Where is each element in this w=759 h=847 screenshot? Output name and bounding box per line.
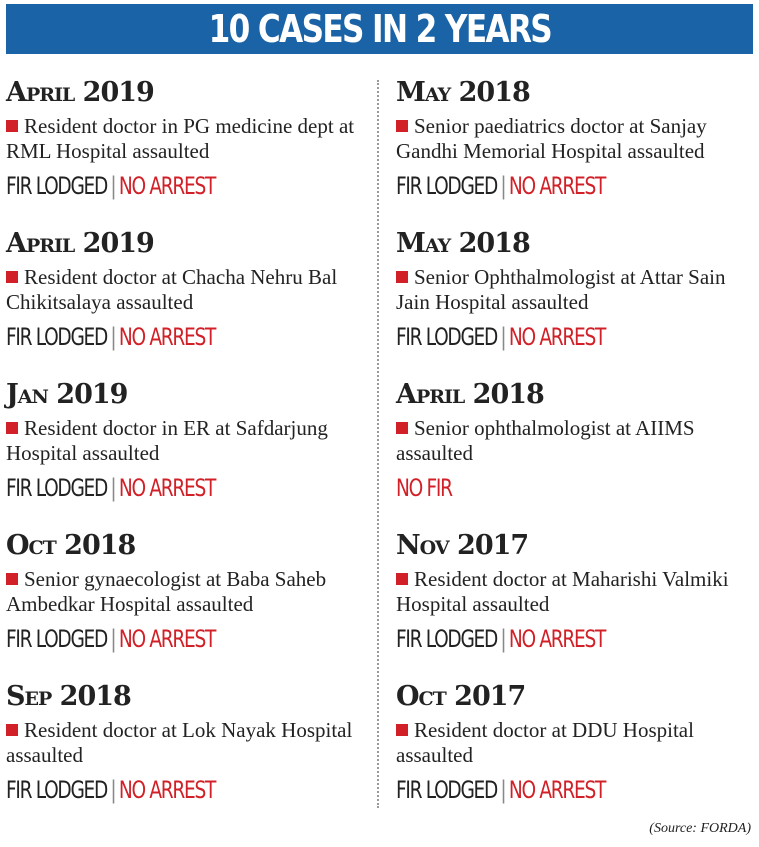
case-description-text: Senior Ophthalmologist at Attar Sain Jain Hospital assaulted bbox=[396, 265, 726, 314]
red-square-bullet-icon bbox=[396, 271, 408, 283]
case-date: Sep 2018 bbox=[6, 681, 131, 712]
case-date: Oct 2018 bbox=[6, 530, 136, 561]
case-description bbox=[396, 718, 756, 770]
status-separator: | bbox=[500, 625, 506, 653]
status-separator: | bbox=[110, 172, 116, 200]
case-description-text: Resident doctor at Chacha Nehru Bal Chikitsalaya assaulted bbox=[6, 265, 338, 314]
case-date: April 2019 bbox=[6, 77, 154, 108]
red-square-bullet-icon bbox=[6, 422, 18, 434]
fir-status: FIR LODGED bbox=[396, 625, 497, 653]
status-separator: | bbox=[500, 172, 506, 200]
fir-status: FIR LODGED bbox=[396, 776, 497, 804]
case-description bbox=[396, 114, 756, 166]
case-description bbox=[396, 416, 756, 468]
left-column bbox=[6, 76, 376, 831]
arrest-status: NO ARREST bbox=[508, 172, 605, 200]
red-square-bullet-icon bbox=[396, 120, 408, 132]
case-status bbox=[6, 321, 376, 353]
case-date: May 2018 bbox=[396, 77, 530, 108]
red-square-bullet-icon bbox=[6, 120, 18, 132]
case-item bbox=[396, 529, 756, 680]
case-status bbox=[6, 472, 376, 504]
arrest-status: NO ARREST bbox=[118, 625, 215, 653]
red-square-bullet-icon bbox=[6, 271, 18, 283]
case-status bbox=[6, 623, 376, 655]
fir-status: FIR LODGED bbox=[396, 323, 497, 351]
case-status bbox=[396, 472, 756, 504]
case-status bbox=[396, 321, 756, 353]
case-description bbox=[6, 567, 376, 619]
case-description-text: Senior ophthalmologist at AIIMS assaulted bbox=[396, 416, 695, 465]
case-description bbox=[396, 567, 756, 619]
arrest-status: NO ARREST bbox=[118, 323, 215, 351]
status-separator: | bbox=[110, 625, 116, 653]
fir-status: FIR LODGED bbox=[6, 625, 107, 653]
case-date: May 2018 bbox=[396, 228, 530, 259]
case-description bbox=[6, 114, 376, 166]
case-item bbox=[6, 76, 376, 227]
case-description bbox=[6, 416, 376, 468]
fir-status: FIR LODGED bbox=[6, 474, 107, 502]
case-date: April 2018 bbox=[396, 379, 544, 410]
case-date: Oct 2017 bbox=[396, 681, 526, 712]
source-credit: (Source: FORDA) bbox=[649, 821, 751, 836]
page-title: 10 CASES IN 2 YEARS bbox=[208, 7, 551, 51]
arrest-status: NO ARREST bbox=[118, 172, 215, 200]
fir-status: FIR LODGED bbox=[6, 323, 107, 351]
case-status bbox=[6, 774, 376, 806]
status-separator: | bbox=[500, 323, 506, 351]
column-divider bbox=[377, 80, 379, 808]
case-item bbox=[396, 680, 756, 831]
arrest-status: NO ARREST bbox=[508, 323, 605, 351]
case-description-text: Resident doctor in ER at Safdarjung Hospital assaulted bbox=[6, 416, 328, 465]
case-item bbox=[6, 227, 376, 378]
status-separator: | bbox=[500, 776, 506, 804]
case-description-text: Senior paediatrics doctor at Sanjay Gandhi Memorial Hospital assaulted bbox=[396, 114, 707, 163]
case-description-text: Resident doctor at Maharishi Valmiki Hospital assaulted bbox=[396, 567, 729, 616]
case-description-text: Resident doctor at Lok Nayak Hospital assaulted bbox=[6, 718, 353, 767]
case-item bbox=[396, 76, 756, 227]
case-item bbox=[396, 227, 756, 378]
fir-status: FIR LODGED bbox=[396, 172, 497, 200]
case-status bbox=[6, 170, 376, 202]
case-date: Nov 2017 bbox=[396, 530, 529, 561]
case-item bbox=[6, 680, 376, 831]
arrest-status: NO ARREST bbox=[508, 776, 605, 804]
red-square-bullet-icon bbox=[6, 573, 18, 585]
case-date: April 2019 bbox=[6, 228, 154, 259]
case-description-text: Resident doctor in PG medicine dept at RML Hospital assaulted bbox=[6, 114, 355, 163]
arrest-status: NO ARREST bbox=[118, 776, 215, 804]
fir-status: FIR LODGED bbox=[6, 172, 107, 200]
case-status bbox=[396, 170, 756, 202]
no-fir-status: NO FIR bbox=[396, 474, 452, 502]
red-square-bullet-icon bbox=[6, 724, 18, 736]
case-item bbox=[6, 378, 376, 529]
right-column bbox=[396, 76, 756, 831]
status-separator: | bbox=[110, 323, 116, 351]
case-date: Jan 2019 bbox=[6, 379, 128, 410]
arrest-status: NO ARREST bbox=[508, 625, 605, 653]
arrest-status: NO ARREST bbox=[118, 474, 215, 502]
case-description bbox=[396, 265, 756, 317]
case-item bbox=[6, 529, 376, 680]
status-separator: | bbox=[110, 776, 116, 804]
red-square-bullet-icon bbox=[396, 422, 408, 434]
red-square-bullet-icon bbox=[396, 724, 408, 736]
case-description bbox=[6, 265, 376, 317]
fir-status: FIR LODGED bbox=[6, 776, 107, 804]
case-description bbox=[6, 718, 376, 770]
case-description-text: Resident doctor at DDU Hospital assaulted bbox=[396, 718, 694, 767]
case-description-text: Senior gynaecologist at Baba Saheb Ambedkar Hospital assaulted bbox=[6, 567, 327, 616]
red-square-bullet-icon bbox=[396, 573, 408, 585]
title-banner bbox=[6, 4, 753, 54]
status-separator: | bbox=[110, 474, 116, 502]
case-item bbox=[396, 378, 756, 529]
case-status bbox=[396, 774, 756, 806]
case-status bbox=[396, 623, 756, 655]
